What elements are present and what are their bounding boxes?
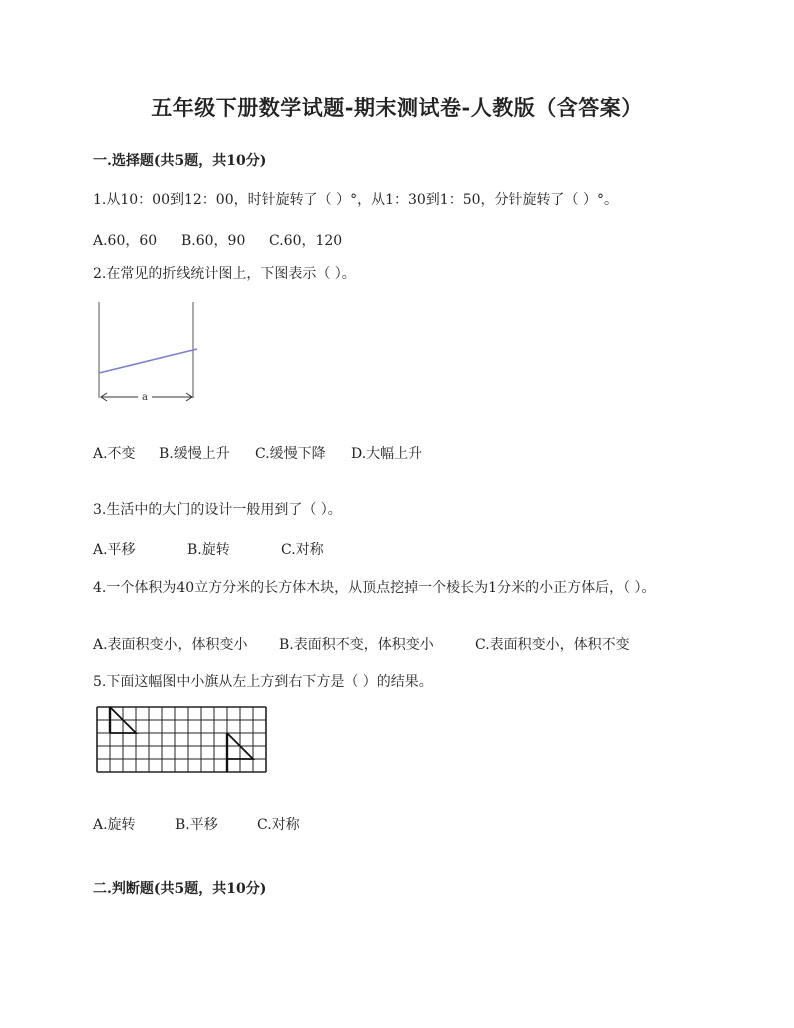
option-b: B.旋转 — [187, 542, 230, 558]
question-1-options — [93, 230, 342, 250]
question-5-options — [93, 814, 300, 834]
option-a: A.60，60 — [93, 233, 158, 249]
question-4: 4.一个体积为40立方分米的长方体木块，从顶点挖掉一个棱长为1分米的小正方体后，（ ）。 — [93, 580, 656, 596]
option-c: C.对称 — [257, 817, 300, 833]
option-b: B.表面积不变，体积变小 — [279, 637, 434, 653]
option-b: B.60，90 — [181, 233, 246, 249]
line-chart-figure — [93, 300, 203, 410]
option-c: C.对称 — [281, 542, 324, 558]
trend-line — [99, 349, 197, 373]
page-title: 五年级下册数学试题-期末测试卷-人教版（含答案） — [151, 95, 643, 120]
question-5: 5.下面这幅图中小旗从左上方到右下方是（ ）的结果。 — [93, 674, 433, 690]
section-heading-judgment: 二.判断题(共5题，共10分) — [93, 881, 267, 897]
option-b: B.缓慢上升 — [159, 446, 230, 462]
question-4-options — [93, 634, 630, 654]
option-a: A.旋转 — [93, 817, 136, 833]
option-a: A.不变 — [93, 446, 136, 462]
question-1: 1.从10：00到12：00，时针旋转了（ ）°，从1：30到1：50，分针旋转了（ ）°。 — [93, 192, 618, 208]
option-a: A.表面积变小，体积变小 — [93, 637, 248, 653]
option-c: C.缓慢下降 — [255, 446, 326, 462]
section-heading-choice: 一.选择题(共5题，共10分) — [93, 153, 267, 169]
option-d: D.大幅上升 — [351, 446, 423, 462]
option-c: C.表面积变小，体积不变 — [475, 637, 630, 653]
option-a: A.平移 — [93, 542, 136, 558]
question-2-options — [93, 443, 422, 463]
question-3-options — [93, 539, 324, 559]
option-b: B.平移 — [175, 817, 218, 833]
question-2: 2.在常见的折线统计图上，下图表示（ ）。 — [93, 266, 356, 282]
question-3: 3.生活中的大门的设计一般用到了（ ）。 — [93, 502, 342, 518]
option-c: C.60，120 — [269, 233, 343, 249]
span-label: a — [142, 392, 148, 403]
flag-grid-figure — [96, 706, 268, 776]
